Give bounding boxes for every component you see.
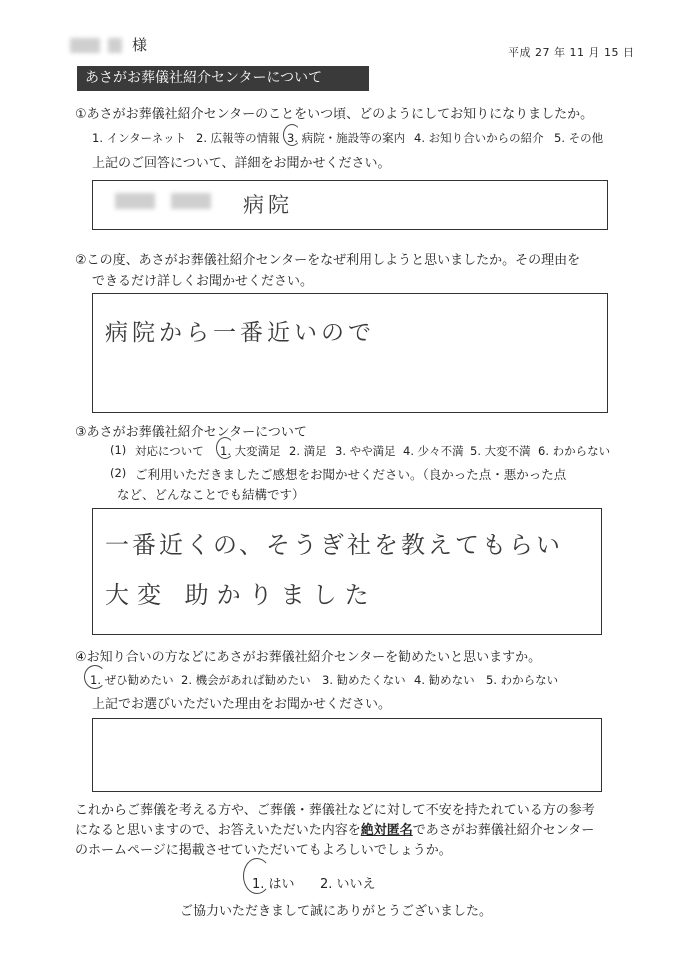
consent-yes-option: 1. はい <box>252 877 295 892</box>
q3-sub1-option-4: 4. 少々不満 <box>403 444 464 458</box>
q1-answer-box <box>92 180 608 230</box>
q1-option-5: 5. その他 <box>554 131 604 145</box>
thanks-message: ご協力いただきまして誠にありがとうございました。 <box>180 904 493 919</box>
absolute-anonymity-emphasis: 絶対匿名 <box>360 823 413 838</box>
selection-circle <box>84 665 106 689</box>
q3-sub1-label: (1) <box>110 443 127 457</box>
q4-question: ④お知り合いの方などにあさがお葬儀社紹介センターを勧めたいと思いますか。 <box>75 650 542 665</box>
q1-option-4: 4. お知り合いからの紹介 <box>414 131 544 145</box>
q3-sub2-label: (2) <box>110 466 127 480</box>
q4-answer-box <box>92 718 602 792</box>
q3-handwritten-answer-line1: 一番近くの、そうぎ社を教えてもらい <box>105 531 564 559</box>
q1-detail-prompt: 上記のご回答について、詳細をお聞かせください。 <box>92 156 391 171</box>
q3-handwritten-answer-line2: 大変 助かりました <box>105 581 377 609</box>
q4-option-3: 3. 勧めたくない <box>322 673 406 687</box>
closing-line2 <box>75 819 594 838</box>
closing-line1: これからご葬儀を考える方や、ご葬儀・葬儀社などに対して不安を持たれている方の参考 <box>75 803 595 818</box>
selection-circle <box>243 858 271 894</box>
q4-option-5: 5. わからない <box>486 673 559 687</box>
consent-no-option: 2. いいえ <box>320 877 376 892</box>
date: 平成 27 年 11 月 15 日 <box>508 46 635 59</box>
q3-sub1-option-2: 2. 満足 <box>289 444 327 458</box>
q1-option-2: 2. 広報等の情報 <box>196 131 280 145</box>
selection-circle <box>216 437 234 459</box>
q4-reason-prompt: 上記でお選びいただいた理由をお聞かせください。 <box>92 697 392 712</box>
q2-question-line2: できるだけ詳しくお聞かせください。 <box>92 274 314 289</box>
q4-option-4: 4. 勧めない <box>414 673 475 687</box>
q1-option-1: 1. インターネット <box>92 131 187 145</box>
honorific: 様 <box>132 36 148 54</box>
q3-answer-box <box>92 508 602 635</box>
q4-option-2: 2. 機会があれば勧めたい <box>181 673 311 687</box>
q1-question: ①あさがお葬儀社紹介センターのことをいつ頃、どのようにしてお知りになりましたか。 <box>75 107 594 122</box>
q1-handwritten-answer: 病院 <box>243 193 293 217</box>
redacted-name <box>70 38 100 53</box>
q2-answer-box <box>92 293 608 413</box>
q2-question-line1: ②この度、あさがお葬儀社紹介センターをなぜ利用しようと思いましたか。その理由を <box>75 253 581 268</box>
section-banner: あさがお葬儀社紹介センターについて <box>77 66 369 91</box>
closing-line3: のホームページに掲載させていただいてもよろしいでしょうか。 <box>75 843 452 858</box>
recipient-salutation <box>70 34 147 55</box>
q2-handwritten-answer: 病院から一番近いので <box>105 320 375 346</box>
q3-sub1-option-6: 6. わからない <box>538 444 611 458</box>
q4-option-1: 1. ぜひ勧めたい <box>90 673 174 687</box>
closing-line2-pre: になると思いますので、お答えいただいた内容を <box>75 823 361 838</box>
q3-sub1-option-3: 3. やや満足 <box>335 444 396 458</box>
redacted-name <box>108 38 122 53</box>
redacted-text <box>171 193 211 209</box>
q3-question: ③あさがお葬儀社紹介センターについて <box>75 425 307 440</box>
q3-sub2-text-line2: など、どんなことでも結構です） <box>117 487 305 502</box>
q3-sub2-text-line1: ご利用いただきましたご感想をお聞かせください。（良かった点・悪かった点 <box>135 467 567 482</box>
q3-sub1-option-1: 1. 大変満足 <box>220 444 281 458</box>
q1-option-3: 3. 病院・施設等の案内 <box>287 131 406 145</box>
closing-line2-post: であさがお葬儀社紹介センター <box>412 823 595 838</box>
selection-circle <box>283 124 301 146</box>
redacted-text <box>115 193 155 209</box>
q3-sub1-option-5: 5. 大変不満 <box>470 444 531 458</box>
q3-sub1-text: 対応について <box>135 444 204 458</box>
